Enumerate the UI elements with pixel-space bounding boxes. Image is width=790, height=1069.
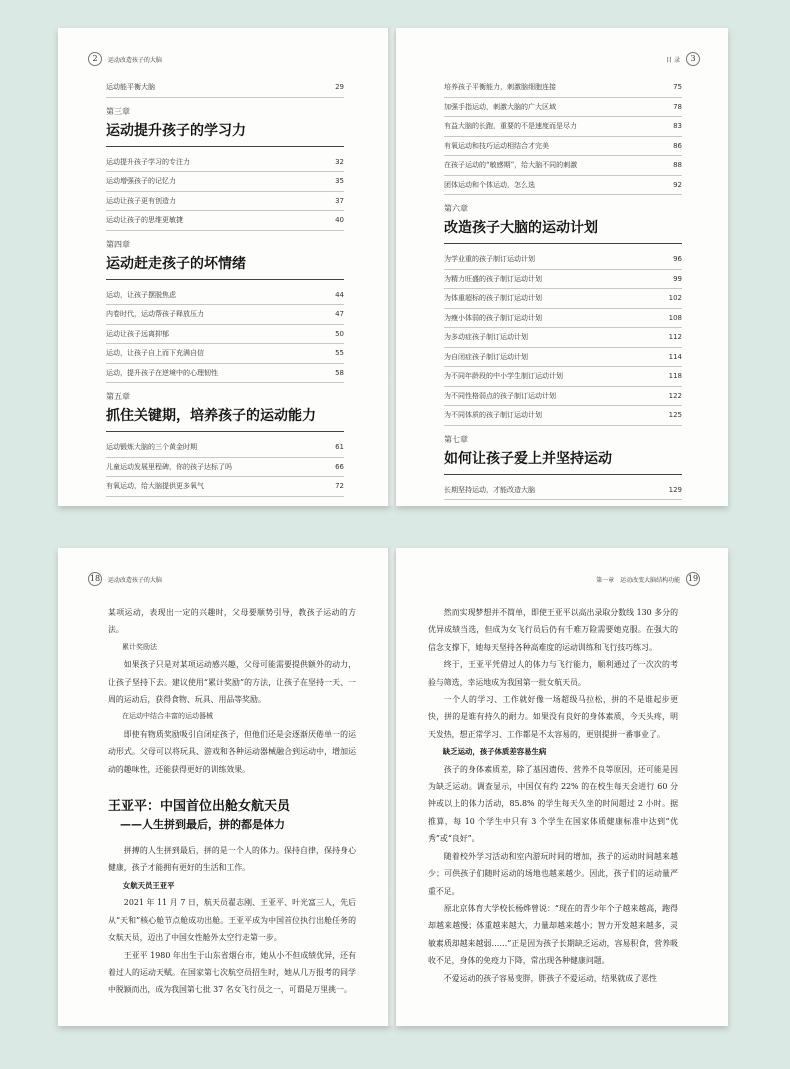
page-number: 19 (686, 572, 700, 586)
toc-entry (444, 481, 682, 501)
toc-entry (106, 344, 344, 364)
toc-entry-page: 50 (335, 329, 344, 338)
toc-entry-page: 29 (335, 83, 344, 91)
toc-entry-page: 32 (335, 157, 344, 166)
book-title-header: 运动改造孩子的大脑 (107, 56, 162, 64)
toc-entry-page: 108 (668, 313, 682, 322)
toc-entry-title: 有氧运动和技巧运动相结合才完美 (444, 141, 549, 150)
toc-entry-title: 有益大脑的长跑，重要的不是速度而是尽力 (444, 122, 577, 130)
chapter-heading (444, 203, 682, 244)
toc-entry-title: 为多动症孩子制订运动计划 (444, 333, 528, 341)
toc-entry (106, 153, 344, 173)
toc-entry-title: 运动让孩子更有创造力 (106, 196, 176, 205)
toc-entry-title: 为自闭症孩子制订运动计划 (444, 352, 528, 361)
chapter-label: 第四章 (106, 239, 130, 249)
running-header (88, 572, 362, 586)
toc-list (106, 78, 344, 497)
toc-entry-page: 78 (673, 102, 682, 111)
toc-entry-page: 47 (335, 310, 344, 318)
toc-entry-page: 66 (335, 462, 344, 471)
page-number: 18 (88, 572, 102, 586)
paragraph: 某项运动，表现出一定的兴趣时，父母要顺势引导，教孩子运动的方法。 (108, 608, 356, 635)
toc-entry-page: 99 (673, 274, 682, 283)
toc-entry-page: 88 (673, 161, 682, 169)
toc-entry-title: 运动让孩子的思维更敏捷 (106, 216, 183, 224)
toc-entry (444, 156, 682, 176)
paragraph: 终于，王亚平凭借过人的体力与飞行能力，顺利通过了一次次的考验与筛选，幸运地成为我国第一批女航天员。 (428, 660, 678, 687)
section-subtitle: ——人生拼到最后，拼的都是体力 (120, 818, 285, 832)
toc-entry-page: 44 (335, 290, 344, 299)
toc-entry (106, 458, 344, 478)
toc-entry (106, 477, 344, 497)
toc-entry-page: 96 (673, 255, 682, 263)
toc-entry-page: 86 (673, 141, 682, 150)
toc-entry-page: 102 (668, 294, 682, 302)
chapter-label: 第六章 (444, 204, 468, 213)
toc-entry-title: 儿童运动发展里程碑，你的孩子达标了吗 (106, 462, 232, 471)
page-number: 3 (686, 52, 700, 66)
toc-spread (58, 28, 732, 506)
toc-entry (444, 250, 682, 270)
toc-entry (444, 367, 682, 387)
toc-entry-title: 运动增强孩子的记忆力 (106, 177, 176, 185)
toc-entry (106, 364, 344, 384)
paragraph: 即使有物质奖励吸引自闭症孩子，但他们还是会逐渐厌倦单一的运动形式。父母可以将玩具、游戏和各种运动器械融合到运动中，增加运动的趣味性，还能获得更好的训练效果。 (108, 729, 356, 774)
toc-entry-page: 125 (668, 411, 682, 419)
toc-page-left (58, 28, 390, 506)
content-page-right (396, 548, 728, 1026)
toc-entry (444, 289, 682, 309)
toc-entry-page: 58 (335, 368, 344, 377)
subheading: 累计奖励法 (122, 642, 157, 651)
toc-entry-title: 运动让孩子远离抑郁 (106, 329, 169, 338)
toc-entry (106, 438, 344, 458)
paragraph: 一个人的学习、工作就好像一场超级马拉松，拼的不是谁起步更快，拼的是谁有持久的耐力。如果没有良好的身体素质，今天头疼，明天发热，想正常学习、工作都是不太容易的，更别提拼一番事业了。 (428, 695, 678, 739)
toc-header: 目 录 (666, 56, 681, 64)
toc-entry-title: 为不同年龄段的中小学生制订运动计划 (444, 372, 563, 380)
toc-entry (106, 211, 344, 231)
content-page-left (58, 548, 390, 1026)
running-header (426, 572, 700, 586)
content-spread (58, 548, 732, 1026)
toc-entry-title: 团体运动和个体运动，怎么选 (444, 180, 535, 189)
toc-entry-title: 运动，让孩子自上而下充满自信 (106, 349, 204, 357)
toc-entry-title: 长期坚持运动，才能改造大脑 (444, 485, 535, 494)
toc-entry-title: 为精力旺盛的孩子制订运动计划 (444, 274, 542, 283)
chapter-label: 第三章 (106, 106, 130, 116)
paragraph: 然而实现梦想并不简单，即使王亚平以高出录取分数线 130 多分的优异成绩当选，但成为女飞行员后仍有千难万险需要她克服。在强大的信念支撑下，她每天坚持各种高难度的运动训练和飞行技巧练习。 (428, 608, 678, 652)
paragraph: 孩子的身体素质差，除了基因遗传、营养不良等原因，还可能是因为缺乏运动。调查显示，中国仅有约 22% 的在校生每天会进行 60 分钟或以上的体力活动，85.8% 的学生每天久坐的时间超过 2 小时。据推算，每 10 个学生中只有 3 个学生在国家体质健康标准中达到“优秀”或“良好”。 (428, 764, 678, 844)
running-header (426, 52, 700, 66)
chapter-label: 第五章 (106, 392, 130, 401)
chapter-title: 抓住关键期，培养孩子的运动能力 (106, 405, 344, 432)
paragraph: 拼搏的人生拼到最后，拼的是一个人的体力。保持自律，保持身心健康，孩子才能拥有更好的生活和工作。 (108, 846, 356, 873)
toc-entry (106, 172, 344, 192)
toc-entry-page: 118 (668, 372, 682, 380)
toc-entry-page: 40 (335, 216, 344, 224)
paragraph: 随着校外学习活动和室内游玩时间的增加，孩子的运动时间越来越少；可供孩子们随时运动的场地也越来越少。因此，孩子们的运动量严重不足。 (428, 851, 678, 896)
toc-entry (444, 117, 682, 137)
toc-entry-page: 114 (668, 352, 682, 361)
paragraph: 王亚平 1980 年出生于山东省烟台市，她从小不但成绩优异，还有着过人的运动天赋。在国家第七次航空员招生时，她从几万报考的同学中脱颖而出，成为我国第七批 37 名女飞行员之一，可谓是万里挑一。 (108, 950, 356, 995)
toc-entry-page: 112 (668, 333, 682, 341)
subheading: 在运动中结合丰富的运动器械 (122, 712, 213, 721)
chapter-header: 第一章 运动改变大脑结构功能 (596, 576, 681, 584)
toc-entry (444, 176, 682, 196)
chapter-label: 第七章 (444, 434, 468, 444)
section-title: 王亚平：中国首位出舱女航天员 (108, 799, 291, 815)
chapter-title: 运动提升孩子的学习力 (106, 120, 344, 147)
toc-list (444, 78, 682, 500)
toc-entry (444, 309, 682, 329)
toc-entry-page: 83 (673, 122, 682, 130)
book-title-header: 运动改造孩子的大脑 (107, 576, 162, 584)
body-text (428, 604, 678, 987)
toc-entry (106, 192, 344, 212)
toc-entry (106, 305, 344, 325)
subheading: 缺乏运动，孩子体质差容易生病 (442, 747, 547, 757)
toc-entry (444, 406, 682, 426)
toc-entry-title: 为学业重的孩子制订运动计划 (444, 255, 535, 263)
toc-entry-page: 122 (668, 391, 682, 400)
toc-entry-title: 运动，提升孩子在逆境中的心理韧性 (106, 368, 218, 377)
toc-entry-page: 75 (673, 83, 682, 91)
toc-entry-title: 运动能平衡大脑 (106, 83, 155, 91)
toc-entry (444, 137, 682, 157)
toc-entry-title: 运动，让孩子摆脱焦虑 (106, 290, 176, 299)
paragraph: 2021 年 11 月 7 日，航天员翟志刚、王亚平、叶光富三人，先后从“天和”核心舱节点舱成功出舱。王亚平成为中国首位执行出舱任务的女航天员，迈出了中国女性舱外太空行走第一步。 (108, 898, 356, 943)
toc-entry-page: 35 (335, 177, 344, 185)
toc-entry (106, 286, 344, 306)
chapter-heading (106, 106, 344, 147)
toc-entry-title: 内卷时代，运动帮孩子释放压力 (106, 310, 204, 318)
chapter-title: 如何让孩子爱上并坚持运动 (444, 448, 682, 475)
paragraph: 如果孩子只是对某项运动感兴趣，父母可能需要提供额外的动力，让孩子坚持下去。建议使用“累计奖励”的方法，让孩子在坚持一天、一周的运动后，获得食物、玩具、用品等奖励。 (108, 660, 356, 705)
toc-entry (106, 78, 344, 98)
toc-entry (106, 325, 344, 345)
toc-entry (444, 270, 682, 290)
chapter-heading (444, 434, 682, 475)
toc-entry (444, 387, 682, 407)
toc-page-right (396, 28, 728, 506)
chapter-heading (106, 239, 344, 280)
toc-entry-page: 61 (335, 443, 344, 451)
toc-entry-title: 为瘦小体弱的孩子制订运动计划 (444, 313, 542, 322)
paragraph: 不爱运动的孩子容易变胖，胖孩子不爱运动，结果就成了恶性 (443, 973, 657, 983)
toc-entry-title: 加强手指运动，刺激大脑的广大区域 (444, 102, 556, 111)
body-text (108, 604, 356, 999)
toc-entry-page: 37 (335, 196, 344, 205)
toc-entry-page: 129 (668, 485, 682, 494)
subheading: 女航天员王亚平 (122, 880, 175, 890)
toc-entry-title: 培养孩子平衡能力，刺激脑细胞连接 (444, 83, 556, 91)
chapter-heading (106, 391, 344, 432)
toc-entry-title: 为体重超标的孩子制订运动计划 (444, 294, 542, 302)
chapter-title: 改造孩子大脑的运动计划 (444, 217, 682, 244)
toc-entry-title: 有氧运动，给大脑提供更多氧气 (106, 482, 204, 490)
toc-entry-title: 为不同体质的孩子制订运动计划 (444, 411, 542, 419)
toc-entry (444, 98, 682, 118)
toc-entry (444, 78, 682, 98)
toc-entry-title: 运动提升孩子学习的专注力 (106, 157, 190, 166)
toc-entry-page: 72 (335, 482, 344, 490)
toc-entry-title: 为不同性格弱点的孩子制订运动计划 (444, 391, 556, 400)
toc-entry-page: 55 (335, 349, 344, 357)
toc-entry (444, 328, 682, 348)
paragraph: 原北京体育大学校长杨烨曾说：“现在的青少年个子越来越高，跑得却越来越慢；体重越来越大，力量却越来越小；智力开发越来越多，灵敏素质却越来越弱……”正是因为孩子长期缺乏运动，容易积食，营养吸收不足，身体的免疫力下降，常出现各种健康问题。 (428, 903, 678, 966)
toc-entry (444, 348, 682, 368)
toc-entry-title: 运动锻炼大脑的三个黄金时期 (106, 443, 197, 451)
page-number: 2 (88, 52, 102, 66)
running-header (88, 52, 362, 66)
chapter-title: 运动赶走孩子的坏情绪 (106, 253, 344, 280)
toc-entry-page: 92 (673, 180, 682, 189)
toc-entry-title: 在孩子运动的“敏感期”，给大脑不同的刺激 (444, 161, 578, 169)
